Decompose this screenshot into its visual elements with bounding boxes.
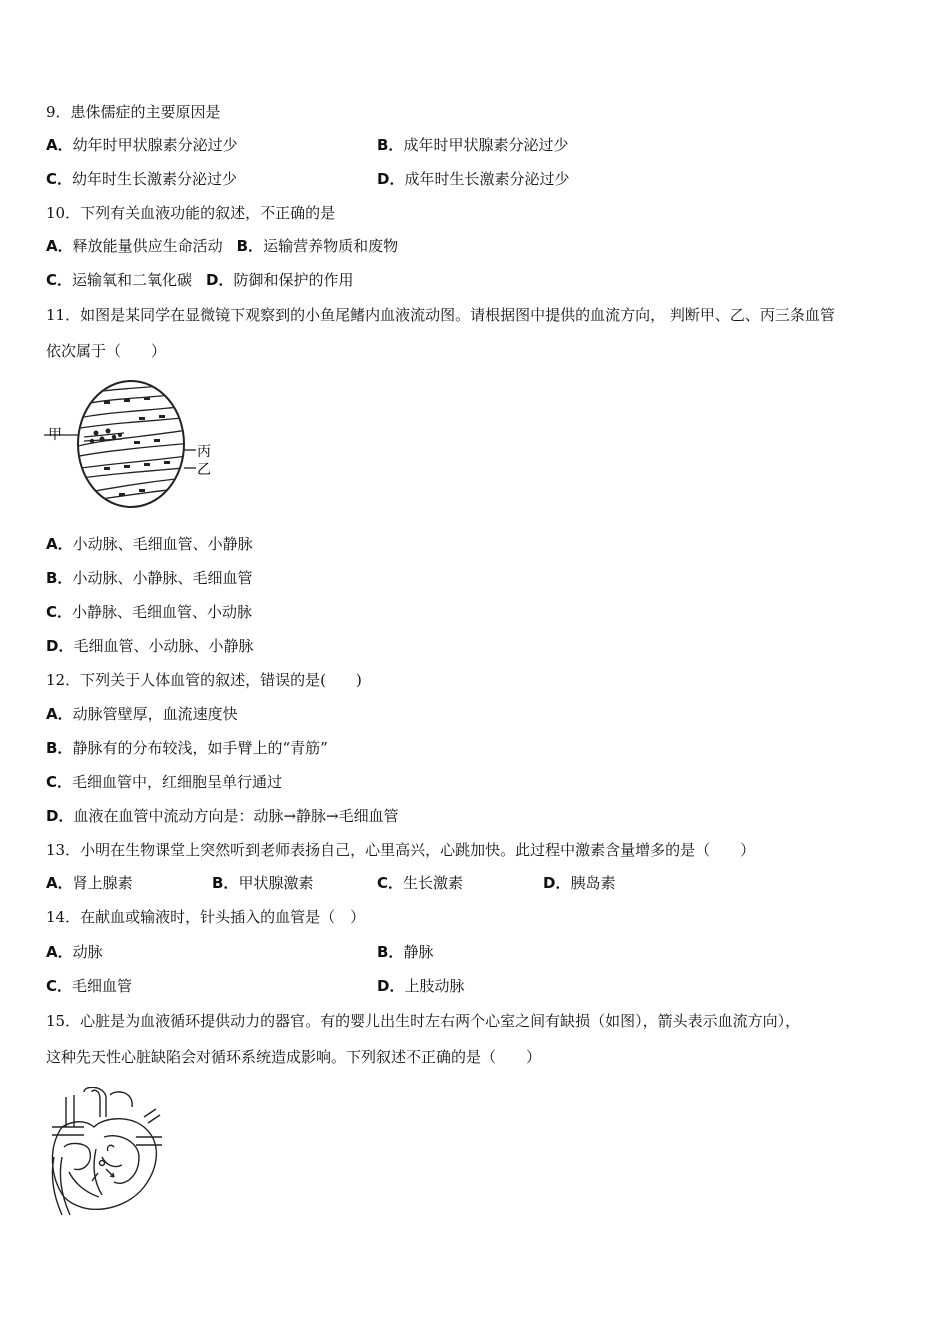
- question-12-option-c: C．毛细血管中，红细胞呈单行通过: [46, 773, 283, 791]
- question-15-stem-line2: 这种先天性心脏缺陷会对循环系统造成影响。下列叙述不正确的是（ ）: [46, 1048, 542, 1066]
- question-9-option-a: A．幼年时甲状腺素分泌过少: [46, 136, 238, 154]
- question-11-stem-line1: 11．如图是某同学在显微镜下观察到的小鱼尾鳍内血液流动图。请根据图中提供的血流方向， 判断甲、乙、丙三条血管: [46, 306, 835, 324]
- question-14-stem: 14．在献血或输液时，针头插入的血管是（ ）: [46, 908, 366, 926]
- label-yi: 乙: [197, 462, 211, 478]
- question-9-option-d: D．成年时生长激素分泌过少: [377, 170, 570, 188]
- question-11-option-d: D．毛细血管、小动脉、小静脉: [46, 637, 254, 655]
- label-bing: 丙: [197, 444, 211, 460]
- question-11-option-b: B．小动脉、小静脉、毛细血管: [46, 569, 253, 587]
- question-14-option-b: B．静脉: [377, 943, 434, 961]
- fish-tail-blood-flow-figure: [44, 377, 214, 517]
- question-12-option-d: D．血液在血管中流动方向是：动脉→静脉→毛细血管: [46, 807, 399, 825]
- question-13-option-a: A．肾上腺素: [46, 874, 133, 892]
- question-14-option-c: C．毛细血管: [46, 977, 133, 995]
- question-12-option-a: A．动脉管壁厚，血流速度快: [46, 705, 238, 723]
- question-11-option-c: C．小静脉、毛细血管、小动脉: [46, 603, 253, 621]
- question-11-option-a: A．小动脉、毛细血管、小静脉: [46, 535, 253, 553]
- question-11-stem-line2: 依次属于（ ）: [46, 342, 167, 360]
- question-13-option-c: C．生长激素: [377, 874, 464, 892]
- question-14-option-a: A．动脉: [46, 943, 103, 961]
- question-14-option-d: D．上肢动脉: [377, 977, 465, 995]
- question-10-options-cd: [46, 270, 354, 290]
- question-13-option-b: B．甲状腺激素: [212, 874, 314, 892]
- question-13-option-d: D．胰岛素: [543, 874, 616, 892]
- question-9-option-c: C．幼年时生长激素分泌过少: [46, 170, 238, 188]
- question-9-stem: 9．患侏儒症的主要原因是: [46, 103, 221, 121]
- question-12-option-b: B．静脉有的分布较浅，如手臂上的“青筋”: [46, 739, 328, 757]
- question-10-option-b: B．运输营养物质和废物: [236, 237, 399, 255]
- question-10-option-d: D．防御和保护的作用: [206, 271, 354, 289]
- question-10-option-a: A．释放能量供应生命活动: [46, 237, 223, 255]
- question-13-stem: 13．小明在生物课堂上突然听到老师表扬自己，心里高兴，心跳加快。此过程中激素含量增多的是（ ）: [46, 841, 756, 859]
- question-9-option-b: B．成年时甲状腺素分泌过少: [377, 136, 569, 154]
- question-12-stem: 12．下列关于人体血管的叙述，错误的是( ): [46, 671, 362, 689]
- question-10-options-ab: [46, 236, 398, 256]
- question-10-option-c: C．运输氧和二氧化碳: [46, 271, 193, 289]
- question-10-stem: 10．下列有关血液功能的叙述，不正确的是: [46, 204, 336, 222]
- question-15-stem-line1: 15．心脏是为血液循环提供动力的器官。有的婴儿出生时左右两个心室之间有缺损（如图），箭头表示血流方向），: [46, 1012, 801, 1030]
- heart-diagram-figure: [44, 1087, 174, 1222]
- label-jia: 甲: [48, 427, 62, 443]
